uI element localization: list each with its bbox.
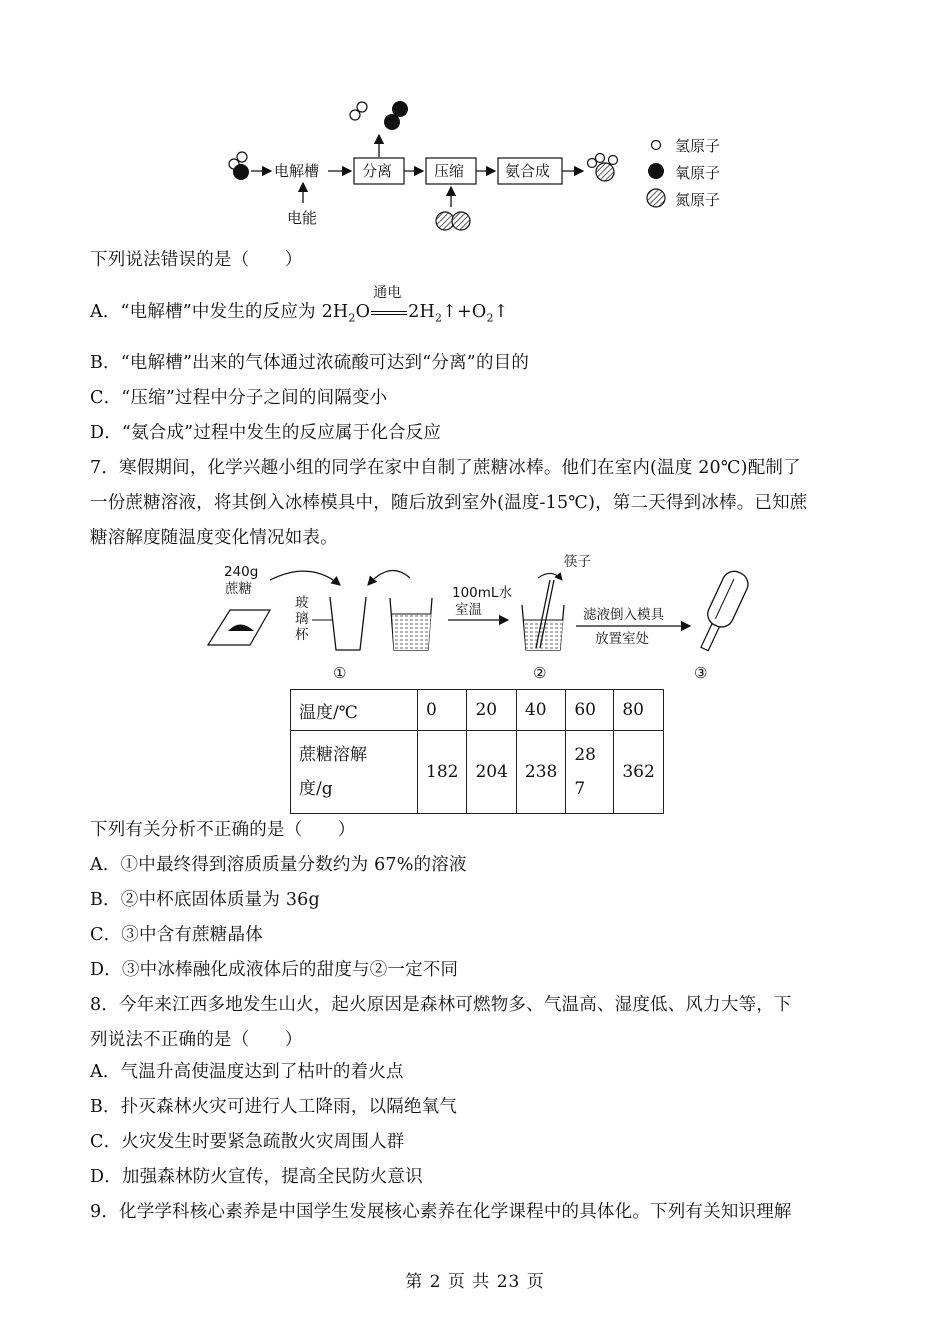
table-header-solubility: 蔗糖溶解 度/g xyxy=(291,731,418,814)
chopsticks-label: 筷子 xyxy=(564,554,591,570)
q6-option-b: B．“电解槽”出来的气体通过浓硫酸可达到“分离”的目的 xyxy=(90,353,530,373)
mark-2: ② xyxy=(533,664,547,682)
q8-option-c: C．火灾发生时要紧急疏散火灾周围人群 xyxy=(90,1132,405,1152)
electrolyzer-label: 电解槽 xyxy=(274,162,320,180)
table-row xyxy=(291,731,664,814)
water-molecule-icon xyxy=(229,152,249,180)
table-cell: 0 xyxy=(418,690,467,731)
popsicle-process-diagram xyxy=(200,550,760,685)
ammonia-synthesis-label: 氨合成 xyxy=(505,162,551,180)
popsicle-icon xyxy=(693,567,752,654)
electric-energy-label: 电能 xyxy=(287,209,318,227)
legend-oxygen: 氧原子 xyxy=(675,164,721,182)
nitrogen-atom-icon xyxy=(647,189,665,207)
ammonia-molecule-icon xyxy=(588,154,618,182)
table-cell: 238 xyxy=(516,731,565,814)
legend-nitrogen: 氮原子 xyxy=(675,191,721,209)
q7-stem: 下列有关分析不正确的是（ ） xyxy=(90,820,356,840)
table-cell: 80 xyxy=(614,690,663,731)
reaction-condition: 通电 xyxy=(370,302,408,322)
table-cell: 40 xyxy=(516,690,565,731)
cup-label-1: 玻 xyxy=(295,595,309,611)
process-flow-diagram xyxy=(215,95,745,240)
room-temp-label: 室温 xyxy=(455,602,482,618)
q8-line1: 8．今年来江西多地发生山火，起火原因是森林可燃物多、气温高、湿度低、风力大等，下 xyxy=(90,995,792,1015)
q7-line2: 一份蔗糖溶液，将其倒入冰棒模具中，随后放到室外(温度-15℃)，第二天得到冰棒。已知蔗 xyxy=(90,493,808,513)
table-header-temperature: 温度/℃ xyxy=(291,690,418,731)
compression-label: 压缩 xyxy=(434,162,465,180)
empty-glass xyxy=(330,597,366,650)
cup-label-2: 璃 xyxy=(295,611,309,627)
solubility-table xyxy=(290,689,664,814)
q9-line1: 9．化学学科核心素养是中国学生发展核心素养在化学课程中的具体化。下列有关知识理解 xyxy=(90,1202,792,1222)
q7-option-c: C．③中含有蔗糖晶体 xyxy=(90,925,263,945)
sugar-mass-label: 240g xyxy=(224,564,259,580)
q7-option-a: A．①中最终得到溶质质量分数约为 67%的溶液 xyxy=(90,855,467,875)
table-row xyxy=(291,690,664,731)
q7-option-b: B．②中杯底固体质量为 36g xyxy=(90,890,320,910)
q8-option-b: B．扑灭森林火灾可进行人工降雨，以隔绝氧气 xyxy=(90,1097,458,1117)
q8-line2: 列说法不正确的是（ ） xyxy=(90,1030,303,1050)
q6-option-c: C．“压缩”过程中分子之间的间隔变小 xyxy=(90,388,388,408)
sugar-label: 蔗糖 xyxy=(225,581,252,597)
separation-label: 分离 xyxy=(362,162,393,180)
hydrogen-oxygen-molecules-icon xyxy=(350,101,408,130)
q7-option-d: D．③中冰棒融化成液体后的甜度与②一定不同 xyxy=(90,960,459,980)
q8-option-d: D．加强森林防火宣传，提高全民防火意识 xyxy=(90,1167,423,1187)
mark-3: ③ xyxy=(694,664,708,682)
q7-line3: 糖溶解度随温度变化情况如表。 xyxy=(90,528,338,548)
table-cell: 362 xyxy=(614,731,663,814)
table-cell: 182 xyxy=(418,731,467,814)
q6-stem: 下列说法错误的是（ ） xyxy=(90,250,303,270)
legend-hydrogen: 氢原子 xyxy=(675,137,721,155)
table-cell: 204 xyxy=(467,731,516,814)
legend xyxy=(647,137,720,209)
step-label-1: 滤液倒入模具 xyxy=(583,607,664,623)
page-footer: 第 2 页 共 23 页 xyxy=(405,1272,545,1292)
water-label: 100mL水 xyxy=(452,585,512,601)
q7-line1: 7．寒假期间，化学兴趣小组的同学在家中自制了蔗糖冰棒。他们在室内(温度 20℃)配制了 xyxy=(90,458,801,478)
table-cell: 60 xyxy=(566,690,614,731)
q8-option-a: A．气温升高使温度达到了枯叶的着火点 xyxy=(90,1062,404,1082)
table-cell: 20 xyxy=(467,690,516,731)
oxygen-atom-icon xyxy=(648,163,664,179)
hydrogen-atom-icon xyxy=(652,141,661,150)
q6-option-d: D．“氨合成”过程中发生的反应属于化合反应 xyxy=(90,423,442,443)
table-cell: 28 7 xyxy=(566,731,614,814)
cup-label-3: 杯 xyxy=(295,627,309,643)
nitrogen-molecule-icon xyxy=(436,212,470,230)
step-label-2: 放置室处 xyxy=(595,631,649,647)
q6-option-a: A．“电解槽”中发生的反应为 $2H_2O$ 通电 $2H_2↑+O_2↑$ xyxy=(90,285,509,325)
mark-1: ① xyxy=(333,664,347,682)
